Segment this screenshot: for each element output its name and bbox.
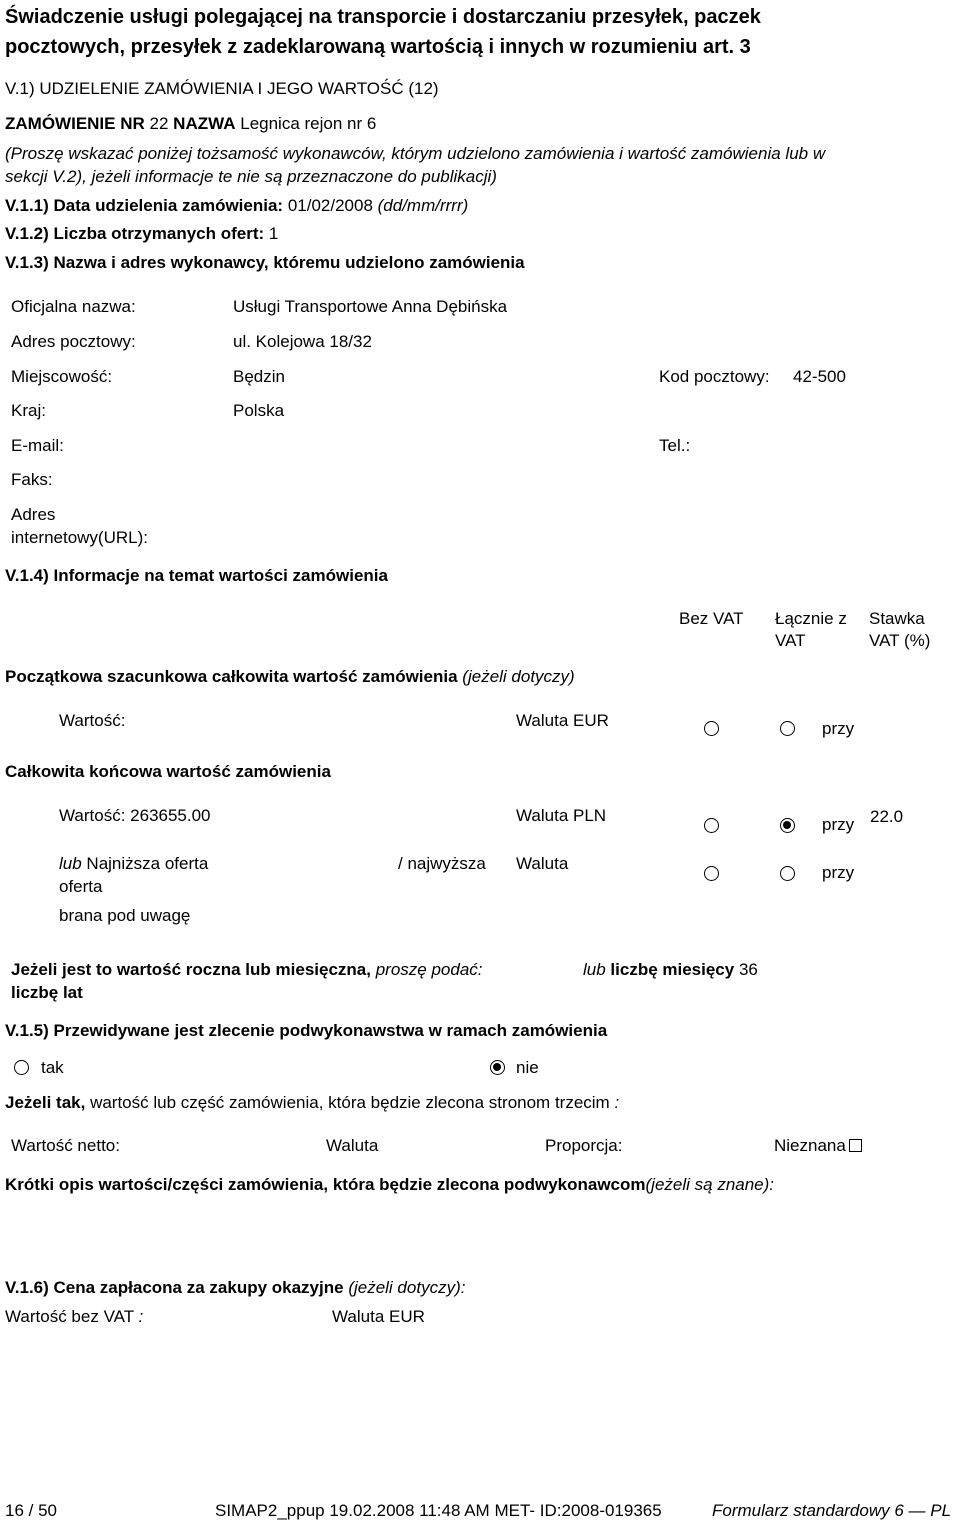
unknown-line bbox=[774, 1135, 862, 1157]
note-line2: sekcji V.2), jeżeli informacje te nie są przeznaczone do publikacji) bbox=[5, 167, 497, 186]
order-line bbox=[5, 113, 376, 135]
postal-address-label: Adres pocztowy: bbox=[11, 332, 136, 351]
lowest-offer-line bbox=[59, 853, 208, 875]
final-value: Wartość: 263655.00 bbox=[59, 806, 211, 825]
note-line1: (Proszę wskazać poniżej tożsamość wykonawców, którym udzielono zamówienia i wartość zamówienia lub w bbox=[5, 144, 826, 163]
v13-heading: V.1.3) Nazwa i adres wykonawcy, któremu udzielono zamówienia bbox=[5, 253, 525, 272]
document-title-line1: Świadczenie usługi polegającej na transporcie i dostarczaniu przesyłek, paczek bbox=[5, 6, 761, 28]
initial-heading: Początkowa szacunkowa całkowita wartość zamówienia bbox=[5, 667, 458, 686]
initial-currency: Waluta EUR bbox=[516, 711, 609, 730]
final-przy: przy bbox=[822, 815, 855, 834]
v16-value-line bbox=[5, 1306, 143, 1328]
unknown-label: Nieznana bbox=[774, 1136, 846, 1155]
section-v1-heading: V.1) UDZIELENIE ZAMÓWIENIA I JEGO WARTOŚĆ (12) bbox=[5, 79, 439, 98]
final-with-vat-radio[interactable] bbox=[780, 818, 795, 833]
v16-note: (jeżeli dotyczy): bbox=[348, 1278, 466, 1297]
annual-line bbox=[11, 959, 483, 981]
final-heading: Całkowita końcowa wartość zamówienia bbox=[5, 762, 331, 781]
footer-page: 16 / 50 bbox=[5, 1501, 57, 1520]
if-yes-line bbox=[5, 1092, 619, 1114]
unknown-checkbox[interactable] bbox=[849, 1139, 862, 1152]
v12-label: V.1.2) Liczba otrzymanych ofert: bbox=[5, 224, 265, 243]
order-no: 22 bbox=[149, 114, 169, 133]
lowest-currency: Waluta bbox=[516, 854, 569, 873]
annual-months-line bbox=[583, 959, 758, 981]
email-label: E-mail: bbox=[11, 436, 64, 455]
col-no-vat: Bez VAT bbox=[679, 609, 744, 628]
v16-line bbox=[5, 1277, 465, 1299]
url-label-2: internetowy(URL): bbox=[11, 528, 148, 547]
lowest-with-vat-radio[interactable] bbox=[780, 866, 795, 881]
subcontract-no-label: nie bbox=[516, 1058, 539, 1077]
fax-label: Faks: bbox=[11, 470, 53, 489]
initial-value-label: Wartość: bbox=[59, 711, 126, 730]
desc-line bbox=[5, 1174, 774, 1196]
subcontract-yes-radio[interactable] bbox=[14, 1060, 29, 1075]
postcode: 42-500 bbox=[793, 367, 846, 386]
col-rate-2: VAT (%) bbox=[869, 631, 931, 650]
v16-heading: V.1.6) Cena zapłacona za zakupy okazyjne bbox=[5, 1278, 344, 1297]
annual-please: proszę podać: bbox=[375, 960, 483, 979]
subcontract-yes-label: tak bbox=[41, 1058, 64, 1077]
desc-note: (jeżeli są znane): bbox=[645, 1175, 775, 1194]
final-no-vat-radio[interactable] bbox=[704, 818, 719, 833]
proportion-label: Proporcja: bbox=[545, 1136, 623, 1155]
if-yes-bold: Jeżeli tak, bbox=[5, 1093, 86, 1112]
official-name-label: Oficjalna nazwa: bbox=[11, 297, 136, 316]
tel-label: Tel.: bbox=[659, 436, 691, 455]
final-rate: 22.0 bbox=[870, 807, 904, 826]
document-title-line2: pocztowych, przesyłek z zadeklarowaną wartością i innych w rozumieniu art. 3 bbox=[5, 36, 751, 58]
official-name: Usługi Transportowe Anna Dębińska bbox=[233, 297, 508, 316]
net-currency-label: Waluta bbox=[326, 1136, 379, 1155]
footer-form: Formularz standardowy 6 — PL bbox=[712, 1501, 952, 1520]
city: Będzin bbox=[233, 367, 285, 386]
initial-no-vat-radio[interactable] bbox=[704, 721, 719, 736]
name-label: NAZWA bbox=[173, 114, 236, 133]
lowest-przy: przy bbox=[822, 863, 855, 882]
annual-text: Jeżeli jest to wartość roczna lub miesięczna, bbox=[11, 960, 371, 979]
postal-address: ul. Kolejowa 18/32 bbox=[233, 332, 372, 351]
url-label-1: Adres bbox=[11, 505, 56, 524]
initial-przy: przy bbox=[822, 719, 855, 738]
v15-heading: V.1.5) Przewidywane jest zlecenie podwykonawstwa w ramach zamówienia bbox=[5, 1021, 608, 1040]
v11-format: (dd/mm/rrrr) bbox=[377, 196, 469, 215]
considered-label: brana pod uwagę bbox=[59, 906, 191, 925]
subcontract-no-radio[interactable] bbox=[490, 1060, 505, 1075]
v11-value: 01/02/2008 bbox=[287, 196, 373, 215]
annual-lub: lub bbox=[583, 960, 606, 979]
highest-label: / najwyższa bbox=[398, 854, 486, 873]
col-rate-1: Stawka bbox=[869, 609, 925, 628]
if-yes-text: wartość lub część zamówienia, która będzie zlecona stronom trzecim bbox=[90, 1093, 610, 1112]
name-value: Legnica rejon nr 6 bbox=[240, 114, 377, 133]
city-label: Miejscowość: bbox=[11, 367, 113, 386]
v12-value: 1 bbox=[268, 224, 279, 243]
if-yes-colon: : bbox=[614, 1093, 620, 1112]
annual-months-value: 36 bbox=[738, 960, 758, 979]
v12-line bbox=[5, 223, 278, 245]
order-no-label: ZAMÓWIENIE NR bbox=[5, 114, 145, 133]
initial-value-heading bbox=[5, 666, 575, 688]
lowest-no-vat-radio[interactable] bbox=[704, 866, 719, 881]
v14-heading: V.1.4) Informacje na temat wartości zamówienia bbox=[5, 566, 388, 585]
country-label: Kraj: bbox=[11, 401, 46, 420]
initial-with-vat-radio[interactable] bbox=[780, 721, 795, 736]
lowest-lub: lub bbox=[59, 854, 82, 873]
v16-currency: Waluta EUR bbox=[332, 1307, 425, 1326]
country: Polska bbox=[233, 401, 285, 420]
v11-line bbox=[5, 195, 468, 217]
footer-doc-id: SIMAP2_ppup 19.02.2008 11:48 AM MET- ID:2008-019365 bbox=[215, 1501, 662, 1520]
annual-months-label: liczbę miesięcy bbox=[610, 960, 735, 979]
net-value-label: Wartość netto: bbox=[11, 1136, 120, 1155]
v16-value-label: Wartość bez VAT bbox=[5, 1307, 134, 1326]
annual-years: liczbę lat bbox=[11, 983, 83, 1002]
oferta-word: oferta bbox=[59, 877, 103, 896]
lowest-label: Najniższa oferta bbox=[86, 854, 209, 873]
initial-heading-note: (jeżeli dotyczy) bbox=[462, 667, 575, 686]
desc-label: Krótki opis wartości/części zamówienia, która będzie zlecona podwykonawcom bbox=[5, 1175, 646, 1194]
final-currency: Waluta PLN bbox=[516, 806, 607, 825]
col-with-vat-2: VAT bbox=[775, 631, 806, 650]
v11-label: V.1.1) Data udzielenia zamówienia: bbox=[5, 196, 284, 215]
v16-value-colon: : bbox=[138, 1307, 144, 1326]
postcode-label: Kod pocztowy: bbox=[659, 367, 770, 386]
col-with-vat-1: Łącznie z bbox=[775, 609, 847, 628]
